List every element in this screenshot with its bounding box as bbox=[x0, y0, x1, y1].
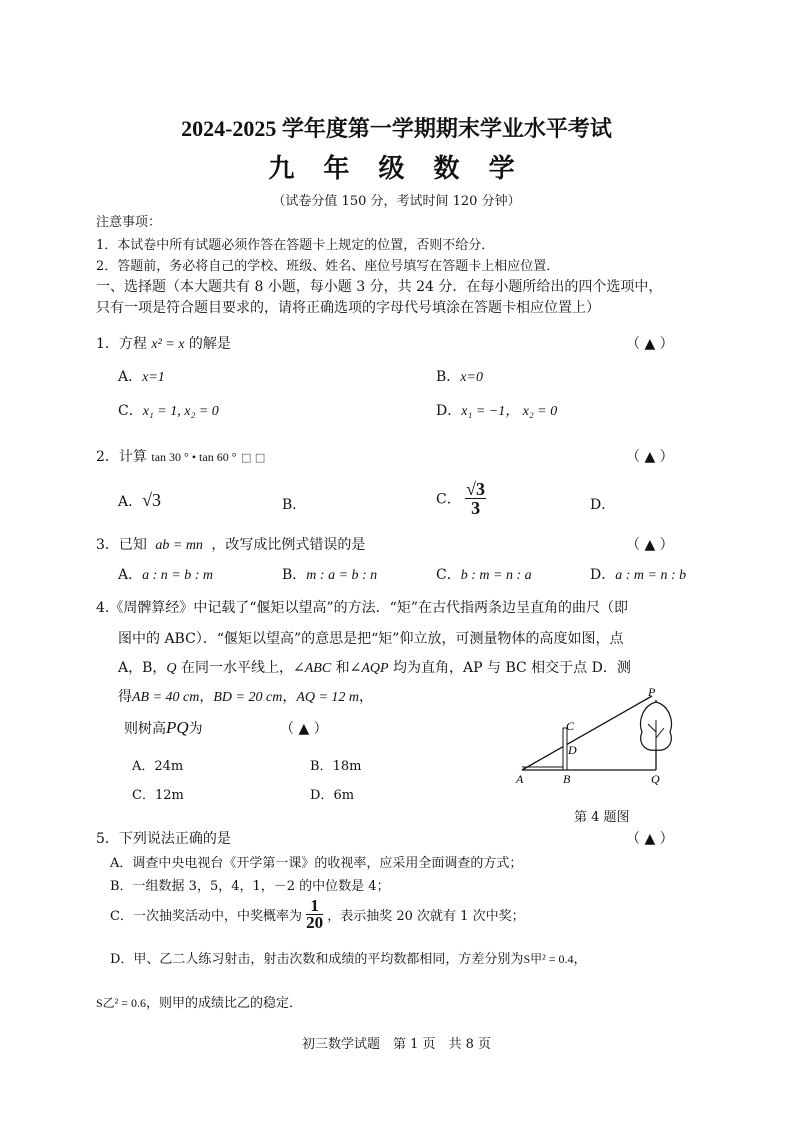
q4-option-d[interactable]: D．6m bbox=[310, 788, 355, 803]
q5-option-c[interactable]: C．一次抽奖活动中，中奖概率为 $\frac{1}{20}$ ，表示抽奖 20 次就有 1 次中奖； bbox=[110, 896, 525, 932]
q5-option-b[interactable]: B．一组数据 3，5，4，1，－2 的中位数是 4； bbox=[110, 879, 390, 894]
q4-option-c[interactable]: C．12m bbox=[132, 788, 184, 803]
q3-answer-mark: （ ▲ ） bbox=[626, 537, 674, 553]
label-A: A bbox=[516, 772, 524, 786]
q4-answer-mark: （ ▲ ） bbox=[280, 721, 328, 737]
q4-figure bbox=[510, 684, 690, 788]
q2-blank-boxes: □ □ bbox=[240, 451, 266, 464]
q3-option-a[interactable]: A．a : n = b : m bbox=[118, 567, 214, 583]
q2-option-c-fraction: $\frac{√3}{3}$ bbox=[466, 479, 486, 518]
q3-option-d[interactable]: D．a : m = n : b bbox=[590, 567, 687, 583]
question-2-stem: 2．计算 tan 30 ° • tan 60 ° □ □ bbox=[96, 449, 266, 465]
label-Q: Q bbox=[651, 772, 660, 786]
q5-option-a[interactable]: A．调查中央电视台《开学第一课》的收视率，应采用全面调查的方式； bbox=[110, 856, 523, 871]
question-5-stem: 5．下列说法正确的是 bbox=[96, 831, 231, 847]
note-item-1: 1．本试卷中所有试题必须作答在答题卡上规定的位置，否则不给分． bbox=[96, 238, 495, 253]
ruler-vertical bbox=[563, 728, 567, 770]
section-heading-line2: 只有一项是符合题目要求的，请将正确选项的字母代号填涂在答题卡相应位置上） bbox=[96, 300, 600, 316]
q1-option-d[interactable]: D．x₁ = −1， x₂ = 0 bbox=[436, 403, 558, 419]
q5-answer-mark: （ ▲ ） bbox=[626, 831, 674, 847]
exam-info: （试卷分值 150 分，考试时间 120 分钟） bbox=[272, 194, 521, 209]
exam-title: 2024-2025 学年度第一学期期末学业水平考试 bbox=[181, 116, 612, 141]
q2-answer-mark: （ ▲ ） bbox=[626, 449, 674, 465]
q3-option-b[interactable]: B．m : a = b : n bbox=[282, 567, 378, 583]
q4-question: 则树高PQ为 bbox=[124, 718, 203, 737]
q5-option-d-line1[interactable]: D．甲、乙二人练习射击，射击次数和成绩的平均数都相同，方差分别为S甲² = 0.4， bbox=[110, 952, 587, 967]
q1-equation: x² = x bbox=[151, 337, 185, 352]
label-B: B bbox=[563, 772, 571, 786]
q2-option-a[interactable]: A．√3 bbox=[118, 490, 162, 510]
label-P: P bbox=[648, 685, 656, 699]
sight-line bbox=[522, 696, 652, 770]
q4-line-1: 4.《周髀算经》中记载了“偃矩以望高”的方法．“矩”在古代指两条边呈直角的曲尺（即 bbox=[96, 600, 628, 616]
q1-option-a[interactable]: A．x=1 bbox=[118, 369, 165, 385]
q1-option-b[interactable]: B．x=0 bbox=[436, 369, 483, 385]
q2-option-b[interactable]: B． bbox=[282, 497, 307, 513]
q3-equation: ab = mn bbox=[155, 538, 203, 553]
figure-caption: 第 4 题图 bbox=[574, 810, 630, 825]
q4-line-3: A，B，Q 在同一水平线上，∠ABC 和∠AQP 均为直角，AP 与 BC 相交于点 D．测 bbox=[118, 660, 631, 676]
q4-option-b[interactable]: B．18m bbox=[310, 759, 362, 774]
q1-option-c[interactable]: C．x₁ = 1, x₂ = 0 bbox=[118, 403, 219, 419]
q1-stem-pre: 1．方程 bbox=[96, 336, 147, 352]
note-item-2: 2．答题前，务必将自己的学校、班级、姓名、座位号填写在答题卡上相应位置． bbox=[96, 259, 560, 274]
question-1-stem bbox=[96, 333, 231, 353]
q2-expression: tan 30 ° • tan 60 ° bbox=[151, 450, 237, 464]
label-C: C bbox=[566, 719, 575, 733]
notes-heading: 注意事项： bbox=[96, 215, 162, 230]
page-footer: 初三数学试题 第 1 页 共 8 页 bbox=[301, 1037, 492, 1052]
q2-option-c[interactable]: C． $\frac{√3}{3}$ bbox=[436, 479, 486, 518]
q1-answer-mark: （ ▲ ） bbox=[626, 336, 674, 352]
q4-line-4: 得AB = 40 cm，BD = 20 cm，AQ = 12 m， bbox=[118, 689, 374, 705]
q1-stem-post: 的解是 bbox=[188, 336, 231, 352]
label-D: D bbox=[568, 743, 577, 757]
question-3-stem: 3．已知 ab = mn ，改写成比例式错误的是 bbox=[96, 537, 366, 553]
q4-line-2: 图中的 ABC）．“偃矩以望高”的意思是把“矩”仰立放，可测量物体的高度如图，点 bbox=[118, 631, 624, 647]
q3-option-c[interactable]: C．b : m = n : a bbox=[436, 567, 532, 583]
q4-option-a[interactable]: A．24m bbox=[132, 759, 184, 774]
section-heading-line1: 一、选择题（本大题共有 8 小题，每小题 3 分，共 24 分．在每小题所给出的四个选项中， bbox=[96, 279, 663, 295]
q5-probability-fraction: $\frac{1}{20}$ bbox=[306, 896, 324, 932]
subject-title: 九 年 级 数 学 bbox=[268, 154, 525, 184]
q2-option-d[interactable]: D． bbox=[590, 497, 616, 513]
q5-option-d-line2: S乙² = 0.6，则甲的成绩比乙的稳定． bbox=[96, 996, 303, 1011]
